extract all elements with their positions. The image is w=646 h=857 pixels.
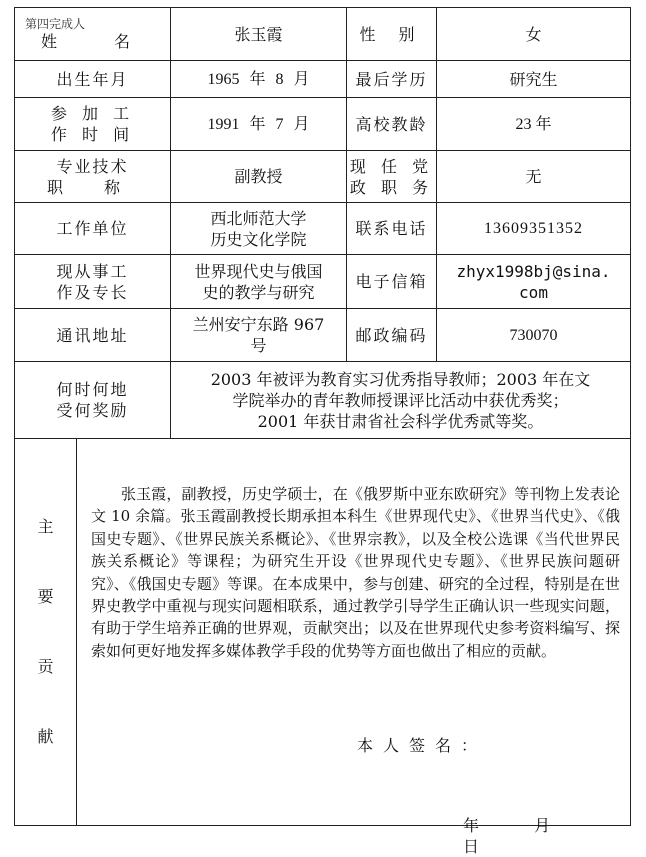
date-month: 月 xyxy=(534,816,551,835)
post-label: 现 任 党 政 职 务 xyxy=(347,151,437,203)
date-day: 日 xyxy=(463,837,480,856)
work-start-value: 1991 年 7 月 xyxy=(171,98,347,151)
contribution-text: 张玉霞，副教授，历史学硕士，在《俄罗斯中亚东欧研究》等刊物上发表论文 10 余篇。张玉霞副教授长期承担本科生《世界现代史》、《世界当代史》、《俄国史专题》、《世界民族关系概论》、《世界宗教》，以及全校公选课《当代世界民族关系概论》等课程；为研究生开设《世界现代史专题》、《世界民族问题研究》、《俄国史专题》等课。在本成果中，参与创建、研究的全过程，特别是在世界史教学中重视与现实问题相联系，通过教学引导学生正确认识一些现实问题，有助于学生培养正确的世界观，贡献突出；以及在世界现代史参考资料编写、探索如何更好地发挥多媒体教学手段的优势等方面也做出了相应的贡献。 xyxy=(91,485,620,660)
birth-label: 出生年月 xyxy=(15,61,171,98)
rank-note: 第四完成人 xyxy=(25,16,86,31)
signature-date xyxy=(463,815,630,857)
teaching-years-value: 23 年 xyxy=(437,98,631,151)
post-value: 无 xyxy=(437,151,631,203)
signature-label: 本人签名： xyxy=(357,736,488,755)
email-label: 电子信箱 xyxy=(347,255,437,309)
postcode-label: 邮政编码 xyxy=(347,309,437,362)
education-value: 研究生 xyxy=(437,61,631,98)
specialty-label: 现从事工 作及专长 xyxy=(15,255,171,309)
title-value: 副教授 xyxy=(171,151,347,203)
address-label: 通讯地址 xyxy=(15,309,171,362)
title-label: 专业技术 职 称 xyxy=(15,151,171,203)
unit-value: 西北师范大学 历史文化学院 xyxy=(171,203,347,255)
awards-value: 2003 年被评为教育实习优秀指导教师；2003 年在文 学院举办的青年教师授课评比活动中获优秀奖； 2001 年获甘肃省社会科学优秀贰等奖。 xyxy=(171,362,631,439)
email-value: zhyx1998bj@sina. com xyxy=(437,255,631,309)
name-label-cell xyxy=(15,8,171,61)
teaching-years-label: 高校教龄 xyxy=(347,98,437,151)
date-year: 年 xyxy=(463,816,480,835)
phone-value: 13609351352 xyxy=(437,203,631,255)
address-value: 兰州安宁东路 967 号 xyxy=(171,309,347,362)
gender-label: 性 别 xyxy=(347,8,437,61)
gender-value: 女 xyxy=(437,8,631,61)
education-label: 最后学历 xyxy=(347,61,437,98)
name-label: 姓 名 xyxy=(40,31,157,51)
postcode-value: 730070 xyxy=(437,309,631,362)
personal-info-form xyxy=(14,7,631,856)
work-start-label: 参 加 工 作 时 间 xyxy=(15,98,171,151)
name-value: 张玉霞 xyxy=(171,8,347,61)
unit-label: 工作单位 xyxy=(15,203,171,255)
awards-label: 何时何地 受何奖励 xyxy=(15,362,171,439)
birth-value: 1965 年 8 月 xyxy=(171,61,347,98)
contribution-label: 主 要 贡 献 xyxy=(15,439,77,826)
phone-label: 联系电话 xyxy=(347,203,437,255)
specialty-value: 世界现代史与俄国 史的教学与研究 xyxy=(171,255,347,309)
contribution-cell xyxy=(77,439,631,856)
